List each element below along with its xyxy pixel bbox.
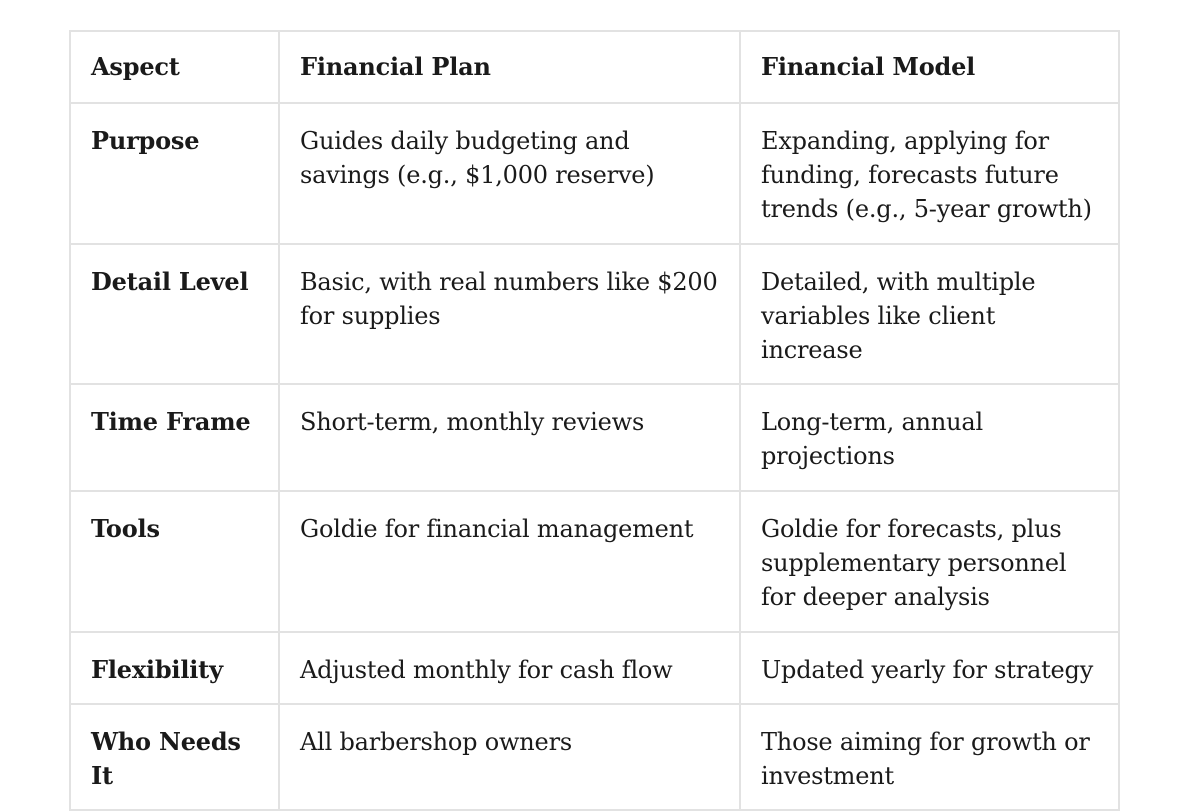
row-plan-cell: Guides daily budgeting and savings (e.g., $1,000 reserve) [279, 103, 740, 244]
table-row [70, 491, 1119, 632]
header-row [70, 31, 1119, 103]
row-model-cell: Expanding, applying for funding, forecasts future trends (e.g., 5-year growth) [740, 103, 1119, 244]
row-aspect-cell: Detail Level [70, 244, 279, 384]
row-plan-cell: All barbershop owners [279, 704, 740, 810]
row-model-cell: Goldie for forecasts, plus supplementary personnel for deeper analysis [740, 491, 1119, 632]
row-plan-cell: Basic, with real numbers like $200 for supplies [279, 244, 740, 384]
row-model-cell: Long-term, annual projections [740, 384, 1119, 491]
row-aspect-cell: Who Needs It [70, 704, 279, 810]
table-row [70, 384, 1119, 491]
table-row [70, 632, 1119, 704]
row-plan-cell: Adjusted monthly for cash flow [279, 632, 740, 704]
row-model-cell: Updated yearly for strategy [740, 632, 1119, 704]
table-row [70, 103, 1119, 244]
row-aspect-cell: Tools [70, 491, 279, 632]
row-aspect-cell: Flexibility [70, 632, 279, 704]
table-row [70, 704, 1119, 810]
header-aspect: Aspect [70, 31, 279, 103]
row-plan-cell: Short-term, monthly reviews [279, 384, 740, 491]
row-model-cell: Detailed, with multiple variables like client increase [740, 244, 1119, 384]
row-plan-cell: Goldie for financial management [279, 491, 740, 632]
row-model-cell: Those aiming for growth or investment [740, 704, 1119, 810]
comparison-table-container [69, 30, 1120, 811]
comparison-table [69, 30, 1120, 811]
table-row [70, 244, 1119, 384]
header-financial-model: Financial Model [740, 31, 1119, 103]
row-aspect-cell: Purpose [70, 103, 279, 244]
row-aspect-cell: Time Frame [70, 384, 279, 491]
header-financial-plan: Financial Plan [279, 31, 740, 103]
